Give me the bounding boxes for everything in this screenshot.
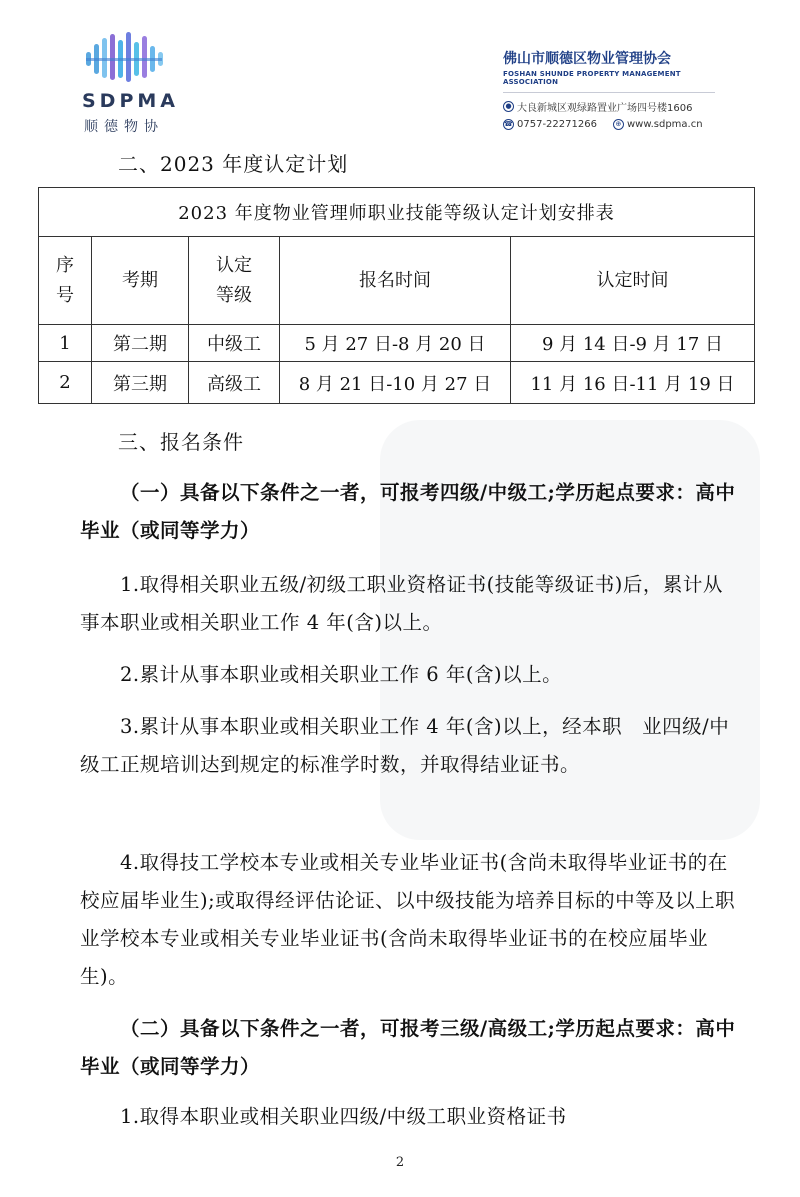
organization-name: 佛山市顺德区物业管理协会 — [503, 51, 671, 67]
table-caption: 2023 年度物业管理师职业技能等级认定计划安排表 — [39, 188, 755, 237]
header-index: 序 号 — [39, 237, 92, 325]
cell-certification-time: 9 月 14 日-9 月 17 日 — [511, 325, 755, 362]
cell-level: 中级工 — [189, 325, 280, 362]
condition-item: 1.取得本职业或相关职业四级/中级工职业资格证书 — [120, 1105, 567, 1128]
section-title-conditions: 三、报名条件 — [118, 430, 244, 454]
condition-heading-advanced: （二）具备以下条件之一者，可报考三级/高级工;学历起点要求：高中毕业（或同等学力） — [80, 1017, 736, 1078]
address-text: 大良新城区观绿路置业广场四号楼1606 — [517, 103, 693, 114]
condition-item: 2.累计从事本职业或相关职业工作 6 年(含)以上。 — [120, 663, 563, 686]
header-registration-time: 报名时间 — [280, 237, 511, 325]
phone-text: 0757-22271266 — [517, 119, 597, 130]
cell-registration-time: 5 月 27 日-8 月 20 日 — [280, 325, 511, 362]
header-period: 考期 — [92, 237, 189, 325]
sdpma-logo-icon — [84, 30, 168, 85]
cell-period: 第三期 — [92, 362, 189, 404]
page-number: 2 — [395, 1155, 405, 1170]
header-level: 认定 等级 — [189, 237, 280, 325]
table-header-row — [39, 237, 755, 325]
logo-text: SDPMA — [82, 90, 179, 112]
condition-item: 3.累计从事本职业或相关职业工作 4 年(含)以上，经本职 业四级/中级工正规培训达到规定的标准学时数，并取得结业证书。 — [80, 715, 730, 776]
condition-item: 1.取得相关职业五级/初级工职业资格证书(技能等级证书)后，累计从事本职业或相关职业工作 4 年(含)以上。 — [80, 573, 723, 634]
cell-level: 高级工 — [189, 362, 280, 404]
condition-item: 4.取得技工学校本专业或相关专业毕业证书(含尚未取得毕业证书的在校应届毕业生);或取得经评估论证、以中级技能为培养目标的中等及以上职业学校本专业或相关专业毕业证书(含尚未取得毕业证书的在校应届毕业生)。 — [80, 851, 736, 988]
location-pin-icon: ● — [503, 101, 514, 112]
logo — [80, 30, 180, 135]
organization-info — [455, 48, 715, 130]
address-line — [455, 99, 715, 114]
logo-subtitle: 顺德物协 — [84, 119, 164, 135]
divider — [503, 92, 715, 93]
condition-heading-intermediate: （一）具备以下条件之一者，可报考四级/中级工;学历起点要求：高中毕业（或同等学力） — [80, 481, 736, 542]
table-row — [39, 362, 755, 404]
plan-table — [38, 187, 755, 404]
header-certification-time: 认定时间 — [511, 237, 755, 325]
contact-line — [455, 119, 715, 130]
organization-name-en: FOSHAN SHUNDE PROPERTY MANAGEMENT ASSOCIATION — [503, 70, 681, 86]
letterhead — [0, 0, 800, 140]
table-row — [39, 325, 755, 362]
cell-registration-time: 8 月 21 日-10 月 27 日 — [280, 362, 511, 404]
cell-index: 2 — [39, 362, 92, 404]
cell-certification-time: 11 月 16 日-11 月 19 日 — [511, 362, 755, 404]
phone-icon: ☎ — [504, 120, 513, 128]
cell-period: 第二期 — [92, 325, 189, 362]
section-title-plan: 二、2023 年度认定计划 — [118, 152, 349, 176]
website-text[interactable]: www.sdpma.cn — [626, 119, 703, 130]
cell-index: 1 — [39, 325, 92, 362]
globe-icon: ⊕ — [613, 119, 624, 130]
